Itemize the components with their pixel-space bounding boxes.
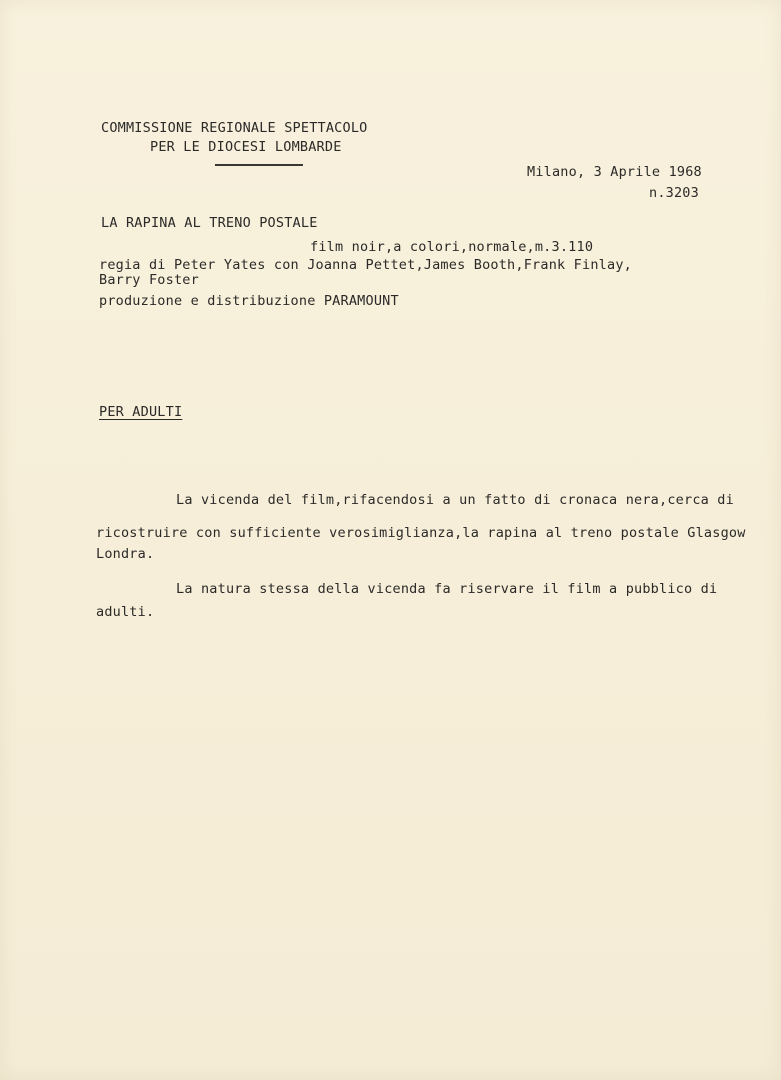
film-title: LA RAPINA AL TRENO POSTALE bbox=[101, 215, 318, 231]
org-name-line2: PER LE DIOCESI LOMBARDE bbox=[150, 139, 342, 155]
document-date: Milano, 3 Aprile 1968 bbox=[527, 164, 702, 180]
film-credits-line2: Barry Foster bbox=[99, 272, 199, 288]
document-number: n.3203 bbox=[649, 185, 699, 201]
header-rule bbox=[215, 164, 303, 166]
film-production: produzione e distribuzione PARAMOUNT bbox=[99, 293, 399, 309]
film-credits-line1: regia di Peter Yates con Joanna Pettet,James Booth,Frank Finlay, bbox=[99, 257, 632, 273]
film-info: film noir,a colori,normale,m.3.110 bbox=[310, 239, 594, 255]
body-paragraph1-line3: Londra. bbox=[96, 546, 155, 562]
body-paragraph2-line2: adulti. bbox=[96, 604, 155, 620]
body-paragraph1-line1: La vicenda del film,rifacendosi a un fatto di cronaca nera,cerca di bbox=[176, 492, 734, 508]
body-paragraph2-line1: La natura stessa della vicenda fa riservare il film a pubblico di bbox=[176, 581, 718, 597]
rating-heading: PER ADULTI bbox=[99, 404, 183, 420]
body-paragraph1-line2: ricostruire con sufficiente verosimiglianza,la rapina al treno postale Glasgow bbox=[96, 525, 746, 541]
org-name-line1: COMMISSIONE REGIONALE SPETTACOLO bbox=[101, 120, 368, 136]
